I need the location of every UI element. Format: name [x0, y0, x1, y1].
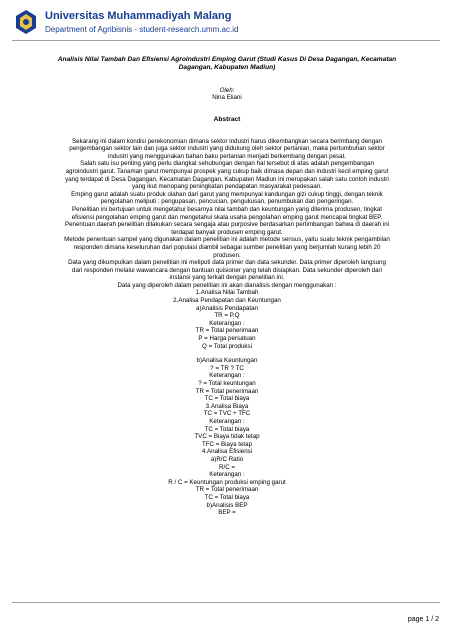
- text-line: pengembangan sektor lain dan juga sektor industri yang didukung oleh sektor pertanian, maka pertumbuhan sektor: [69, 145, 385, 153]
- text-line: TR = Total penerimaan: [195, 387, 259, 395]
- text-line: 2.Analisa Pendapatan dan Keuntungan: [173, 297, 281, 305]
- text-line: responden dimana keseluruhan dari populasi diambil sebagai sumber penelitian yang berjumlah kurang lebih 20: [73, 243, 381, 251]
- text-line: P = Harga persatuan: [198, 335, 256, 343]
- text-line: terdapat banyak produsen emping garut.: [171, 228, 283, 236]
- title-line: Dagangan, Kabupaten Madiun): [178, 64, 276, 72]
- text-line: Keterangan :: [209, 471, 245, 479]
- department-name: Department of Agribisnis - student-research.umm.ac.id: [45, 25, 239, 34]
- text-line: Salah satu isu penting yang perlu diangkat sehubungan dengan hal tersebut di atas adalah pengembangan: [80, 160, 374, 168]
- text-line: Q = Total produksi: [202, 342, 252, 350]
- text-line: TFC = Biaya tetap: [201, 440, 253, 448]
- header-divider: [12, 40, 440, 41]
- text-line: 4.Analisa Efisiensi: [201, 448, 253, 456]
- text-line: instansi yang terkait dengan penelitian ini.: [169, 274, 285, 282]
- university-logo-icon: [12, 8, 40, 36]
- text-line: b)Analisis BEP: [206, 501, 248, 509]
- by-label: Oleh:: [219, 86, 235, 94]
- text-line: ? = Total keuntungan: [198, 380, 256, 387]
- abstract-heading: Abstract: [213, 116, 241, 123]
- page-header: [12, 8, 440, 38]
- text-line: [28, 350, 426, 357]
- text-line: dari responden melalui wawancara dengan bantuan quisioner yang telah disiapkan. Data sekunder diperoleh dari: [72, 266, 382, 274]
- text-line: TR = P.Q: [214, 312, 240, 320]
- footer-divider: [12, 602, 440, 603]
- abstract-text: [28, 138, 426, 517]
- text-line: industri yang menggunakan bahan baku pertanian menjadi berkembang dengan pesat.: [107, 152, 347, 160]
- text-line: Data yang diperoleh dalam penelitian ini akan dianalisis dengan menggunakan :: [117, 281, 337, 289]
- text-line: agroindustri garut. Tanaman garut mempunyai prospek yang cukup baik dimasa depan dan industri kecil emping garut: [65, 167, 389, 175]
- text-line: Sekarang ini dalam kondisi perekonomian dimana sektor industri harus dikembangkan secara berimbang dengan: [72, 137, 382, 145]
- text-line: R / C = Keuntungan produksi emping garut: [168, 478, 286, 486]
- text-line: Emping garut adalah suatu produk olahan dari garut yang mempunyai kandungan gizi cukup tinggi, dengan teknik: [71, 190, 383, 198]
- text-line: TR = Total penerimaan: [195, 327, 259, 335]
- text-line: pengolahan meliputi : pengupasan, pencucian, pengukusan, penumbukan dan pengeringan.: [100, 198, 354, 206]
- university-name: Universitas Muhammadiyah Malang: [45, 10, 232, 22]
- text-line: Data yang dikumpulkan dalam penelitian ini meliputi data primer dan data sekunder. Data primer diperoleh langsung: [68, 259, 386, 267]
- text-line: Keterangan :: [209, 319, 245, 327]
- text-line: ? = TR ? TC: [210, 364, 244, 372]
- text-line: TC = Total biaya: [204, 425, 250, 433]
- text-line: TC = TVC + TFC: [203, 410, 251, 418]
- text-line: b)Analisa Keuntungan: [196, 357, 258, 365]
- text-line: a)R/C Ratio: [210, 455, 244, 463]
- text-line: R/C =: [219, 463, 235, 471]
- title-line: Analisis Nilai Tambah Dan Efisiensi Agroindustri Emping Garut (Studi Kasus Di Desa Dagangan, Kecamatan: [57, 56, 397, 63]
- text-line: produsen.: [213, 251, 241, 259]
- text-line: Keterangan :: [209, 417, 245, 425]
- document-body: [28, 56, 426, 517]
- text-line: a)Analisis Pendapatan: [196, 304, 258, 312]
- text-line: yang ikut menopang peningkatan pendapatan masyarakat pedesaan.: [132, 183, 322, 191]
- text-line: 1.Analisa Nilai Tambah: [195, 289, 259, 297]
- text-line: BEP =: [218, 509, 236, 517]
- author-name: Nina Eliani: [212, 94, 242, 102]
- text-line: TR = Total penerimaan: [195, 486, 259, 494]
- text-line: yang terdapat di Desa Dagangan, Kecamatan Dagangan, Kabupaten Madiun ini merupakan salah satu contoh industri: [65, 175, 389, 183]
- text-line: TVC = Biaya tidak tetap: [194, 433, 260, 441]
- text-line: 3.Analisa Biaya: [205, 402, 249, 410]
- text-line: TC = Total biaya: [204, 395, 250, 403]
- page-number: page 1 / 2: [407, 616, 439, 623]
- text-line: TC = Total biaya: [204, 493, 250, 501]
- text-line: efisiensi pengolahan emping garut dan mengetahui skala usaha pengolahan emping garut mencapai tingkat BEP.: [71, 213, 383, 221]
- text-line: Penelitian ini bertujuan untuk mengetahui besarnya nilai tambah dan keuntungan yang diterima produsen, tingkat: [72, 205, 382, 213]
- text-line: Penentuan daerah penelitian dilakukan secara sengaja atau purposive berdasarkan pertimbangan bahwa di daerah ini: [64, 221, 390, 229]
- text-line: Keterangan :: [209, 372, 245, 380]
- paper-title: [34, 56, 420, 73]
- text-line: Metode penentuan sampel yang digunakan dalam penelitian ini adalah metode sensus, yaitu suatu teknik pengambilan: [64, 236, 390, 244]
